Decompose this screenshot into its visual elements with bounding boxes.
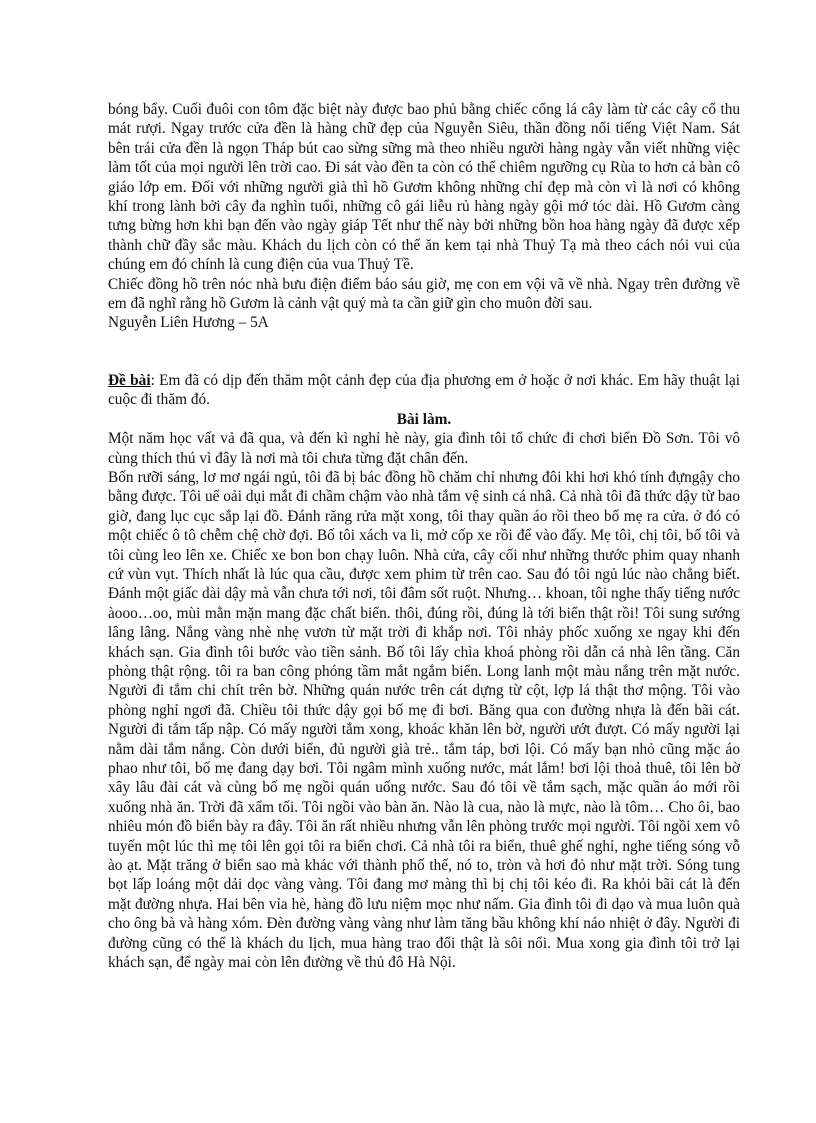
essay-prompt <box>108 371 740 410</box>
essay-paragraph-1: Một năm học vất vả đã qua, và đến kì nghỉ hè này, gia đình tôi tổ chức đi chơi biển Đồ Sơn. Tôi vô cùng thích thú vì đây là nơi mà tôi chưa từng đặt chân đến. <box>108 430 740 467</box>
essay-paragraph-2: Bốn rưỡi sáng, lơ mơ ngái ngủ, tôi đã bị bác đồng hồ chăm chỉ nhưng đôi khi hơi khó tính đựngậy cho bằng được. Tôi uể oải dụi mắt đi chầm chậm vào nhà tắm vệ sinh cá nhâ. Cả nhà tôi đã thức dậy từ bao giờ, đang lục cục sắp lại đồ. Đánh răng rửa mặt xong, tôi thay quần áo rồi theo bố mẹ ra cửa. ở đó có một chiếc ô tô chễm chệ chờ đợi. Bố tôi xách va li, mở cốp xe rồi để vào đấy. Mẹ tôi, chị tôi, bố tôi và tôi cùng leo lên xe. Chiếc xe bon bon chạy luôn. Nhà cửa, cây cối như những thước phim quay nhanh cứ vùn vụt. Thích nhất là lúc qua cầu, được xem phim từ trên cao. Sau đó tôi ngủ lúc nào chẳng biết. Đánh một giấc dài dậy mà vẫn chưa tới nơi, tôi đâm sốt ruột. Nhưng… khoan, tôi nghe thấy tiếng nước àooo…oo, mùi mằn mặn mang đặc chất biển. thôi, đúng rồi, đúng là tới biển thật rồi! Tôi sung sướng lâng lâng. Nắng vàng nhè nhẹ vươn từ mặt trời đi khắp nơi. Tôi nhảy phốc xuống xe ngay khi đến khách sạn. Gia đình tôi bước vào tiền sảnh. Bố tôi lấy chìa khoá phòng rồi dẫn cả nhà lên tầng. Căn phòng thật rộng. tôi ra ban công phóng tầm mắt ngắm biển. Long lanh một màu nắng trên mặt nước. Người đi tắm chi chít trên bờ. Những quán nước trên cát dựng từ cột, lợp lá thật thơ mộng. Tôi vào phòng nghỉ ngơi đã. Chiều tôi thức dậy gọi bố mẹ đi bơi. Băng qua con đường nhựa là đến bãi cát. Người đi tắm tấp nập. Có mấy người tắm xong, khoác khăn lên bờ, người ướt đượt. Có mấy người lại nằm dài tắm nắng. Còn dưới biển, đủ người già trẻ.. tắm táp, bơi lội. Có mấy bạn nhỏ cũng mặc áo phao như tôi, bố mẹ đang dạy bơi. Tôi ngâm mình xuống nước, mát lắm! bơi lội thoả thuê, tôi lên bờ xây lâu đài cát và cùng bố mẹ ngồi quán uống nước. Sau đó tôi về tắm sạch, mặc quần áo mới rồi xuống nhà ăn. Trời đã xẩm tối. Tôi ngồi vào bàn ăn. Nào là cua, nào là mực, nào là tôm… Cho ôi, bao nhiêu món đồ biển bày ra đây. Tôi ăn rất nhiều nhưng vẫn lên phòng trước mọi người. Tôi ngồi xem vô tuyến một lúc thì mẹ tôi lên gọi tôi ra biển chơi. Cả nhà tôi ra biển, thuê ghế nghỉ, nghe tiếng sóng vỗ ào ạt. Mặt trăng ở biển sao mà khác với thành phố thế, nó to, tròn và hơi đỏ như mặt trời. Sóng tung bọt lấp loáng một dải dọc vàng vàng. Tôi đang mơ màng thì bị chị tôi kéo đi. Ra khỏi bãi cát là đến mặt đường nhựa. Hai bên vỉa hè, hàng đồ lưu niệm mọc như nấm. Gia đình tôi đi dạo và mua luôn quà cho ông bà và hàng xóm. Đèn đường vàng vàng như làm tăng bầu không khí náo nhiệt ở đây. Người đi đường cũng có thể là khách du lịch, mua hàng trao đổi thật là sôi nổi. Mua xong gia đình tôi trở lại khách sạn, để ngày mai còn lên đường về thủ đô Hà Nội. <box>108 468 740 972</box>
essay-title: Bài làm. <box>396 410 452 428</box>
author-signature: Nguyễn Liên Hương – 5A <box>108 314 269 332</box>
part1-paragraph-2: Chiếc đồng hồ trên nóc nhà bưu điện điểm báo sáu giờ, mẹ con em vội vã về nhà. Ngay trên đường về em đã nghĩ rằng hồ Gươm là cảnh vật quý mà ta cần giữ gìn cho muôn đời sau. <box>108 275 740 313</box>
part1-paragraph-1: bóng bẩy. Cuối đuôi con tôm đặc biệt này được bao phủ bằng chiếc cổng lá cây làm từ các cây cổ thu mát rượi. Ngay trước cửa đền là hàng chữ đẹp của Nguyễn Siêu, thần đồng nổi tiếng Việt Nam. Sát bên trái cửa đền là ngọn Tháp bút cao sừng sững mà theo nhiều người hàng ngày vẫn viết những việc làm tốt của mọi người lên trời cao. Đi sát vào đền ta còn có thể chiêm ngưỡng cụ Rùa to hơn cả bàn cô giáo lớp em. Đối với những người già thì hồ Gươm không những chỉ đẹp mà còn vì là nơi có không khí trong lành bởi cây đa nghìn tuổi, những cô gái liễu rủ hàng ngày gội mớ tóc dài. Hồ Gươm càng tưng bừng hơn khi bạn đến vào ngày giáp Tết như thế này bởi những bồn hoa hàng ngày đã được xếp thành chữ đầy sắc màu. Khách du lịch còn có thể ăn kem tại nhà Thuỷ Tạ mà theo cách nói vui của chúng em đó chính là cung điện của vua Thuỷ Tề. <box>108 101 740 274</box>
prompt-label: Đề bài <box>108 371 151 389</box>
section-spacer <box>108 333 740 371</box>
document-body <box>108 100 740 972</box>
prompt-text: : Em đã có dịp đến thăm một cảnh đẹp của địa phương em ở hoặc ở nơi khác. Em hãy thuật lại cuộc đi thăm đó. <box>108 371 740 409</box>
